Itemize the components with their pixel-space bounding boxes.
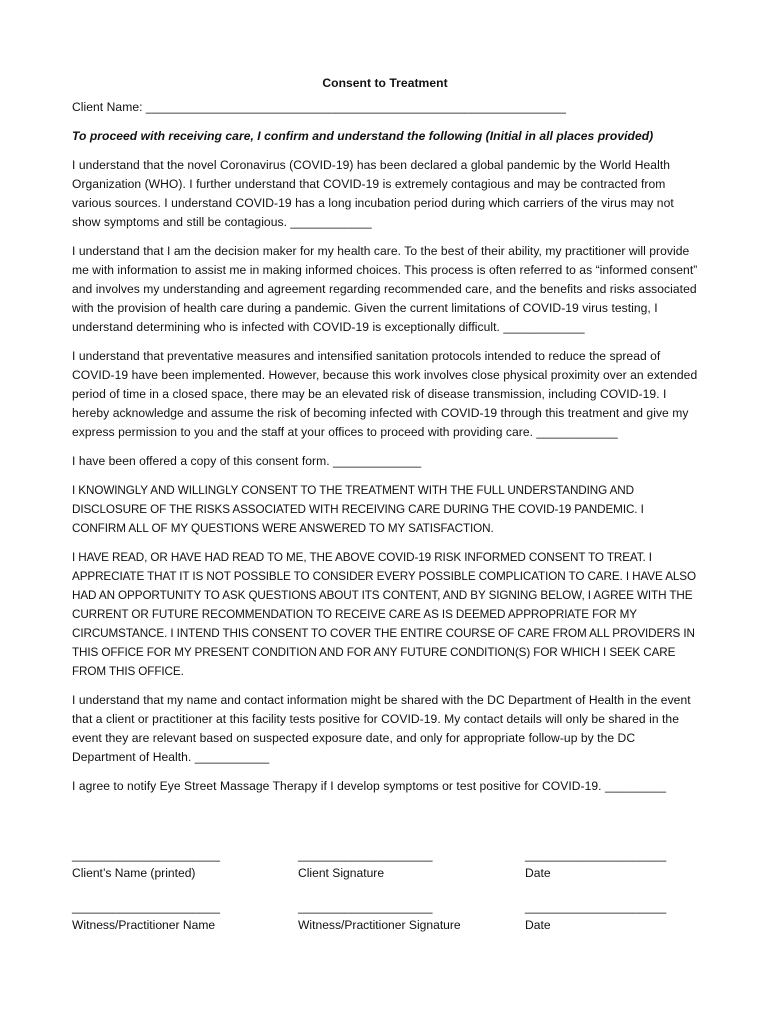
client-name-field[interactable]: ______________________________________________________________ — [145, 100, 567, 114]
client-signature-block — [298, 846, 433, 882]
client-date-block — [525, 846, 666, 882]
client-signature-label: Client Signature — [298, 866, 385, 880]
client-name-printed-field[interactable]: ______________________ — [72, 848, 220, 862]
signature-row-client — [72, 846, 698, 886]
client-name-printed-block — [72, 846, 220, 882]
paragraph-copy-offered: I have been offered a copy of this consent form. _____________ — [72, 454, 422, 468]
signature-row-witness — [72, 898, 698, 938]
paragraph-covid-pandemic: I understand that the novel Coronavirus (COVID-19) has been declared a global pandemic by the World Health Organization (WHO). I further understand that COVID-19 is extremely contagious and may be contracted from various sources. I understand COVID-19 has a long incubation period during which carriers of the virus may not show symptoms and still be contagious. ____________ — [72, 158, 674, 229]
paragraph-knowingly-consent: I KNOWINGLY AND WILLINGLY CONSENT TO THE TREATMENT WITH THE FULL UNDERSTANDING AND DISCLOSURE OF THE RISKS ASSOCIATED WITH RECEIVING CARE DURING THE COVID-19 PANDEMIC. I CONFIRM ALL OF MY QUESTIONS WERE ANSWERED TO MY SATISFACTION. — [72, 484, 644, 535]
paragraph-agree-notify: I agree to notify Eye Street Massage Therapy if I develop symptoms or test positive for COVID-19. _________ — [72, 779, 666, 793]
witness-name-label: Witness/Practitioner Name — [72, 918, 216, 932]
client-name-label: Client Name: — [72, 100, 146, 114]
paragraph-have-read: I HAVE READ, OR HAVE HAD READ TO ME, THE ABOVE COVID-19 RISK INFORMED CONSENT TO TREAT. I APPRECIATE THAT IT IS NOT POSSIBLE TO CONSIDER EVERY POSSIBLE COMPLICATION TO CARE. I HAVE ALSO HAD AN OPPORTUNITY TO ASK QUESTIONS ABOUT ITS CONTENT, AND BY SIGNING BELOW, I AGREE WITH THE CURRENT OR FUTURE RECOMMENDATION TO RECEIVE CARE AS IS DEEMED APPROPRIATE FOR MY CIRCUMSTANCE. I INTEND THIS CONSENT TO COVER THE ENTIRE COURSE OF CARE FROM ALL PROVIDERS IN THIS OFFICE FOR MY PRESENT CONDITION AND FOR ANY FUTURE CONDITION(S) FOR WHICH I SEEK CARE FROM THIS OFFICE. — [72, 551, 696, 678]
witness-signature-field[interactable]: ____________________ — [298, 900, 433, 914]
page-title: Consent to Treatment — [322, 76, 448, 90]
witness-name-field[interactable]: ______________________ — [72, 900, 220, 914]
witness-date-field[interactable]: _____________________ — [525, 900, 667, 914]
witness-date-label: Date — [525, 918, 551, 932]
instruction-text: To proceed with receiving care, I confirm and understand the following (Initial in all places provided) — [72, 129, 654, 143]
paragraph-preventative-measures: I understand that preventative measures and intensified sanitation protocols intended to reduce the spread of COVID-19 have been implemented. However, because this work involves close physical proximity over an extended period of time in a closed space, there may be an elevated risk of disease transmission, including COVID-19. I hereby acknowledge and assume the risk of becoming infected with COVID-19 through this treatment and give my express permission to you and the staff at your offices to proceed with providing care. ____________ — [72, 349, 698, 439]
paragraph-informed-consent: I understand that I am the decision maker for my health care. To the best of their ability, my practitioner will provide me with information to assist me in making informed choices. This process is often referred to as “informed consent” and involves my understanding and agreement regarding recommended care, and the benefits and risks associated with the provision of health care during a pandemic. Given the current limitations of COVID-19 virus testing, I understand determining who is infected with COVID-19 is exceptionally difficult. ____________ — [72, 244, 698, 334]
witness-signature-block — [298, 898, 461, 934]
witness-date-block — [525, 898, 666, 934]
witness-signature-label: Witness/Practitioner Signature — [298, 918, 461, 932]
client-date-label: Date — [525, 866, 551, 880]
client-name-printed-label: Client’s Name (printed) — [72, 866, 196, 880]
document-body — [72, 74, 698, 806]
client-name-line — [72, 98, 698, 117]
client-date-field[interactable]: _____________________ — [525, 848, 667, 862]
client-signature-field[interactable]: ____________________ — [298, 848, 433, 862]
witness-name-block — [72, 898, 220, 934]
paragraph-contact-sharing: I understand that my name and contact information might be shared with the DC Department of Health in the event that a client or practitioner at this facility tests positive for COVID-19. My contact details will only be shared in the event they are relevant based on suspected exposure date, and only for appropriate follow-up by the DC Department of Health. ___________ — [72, 693, 691, 764]
